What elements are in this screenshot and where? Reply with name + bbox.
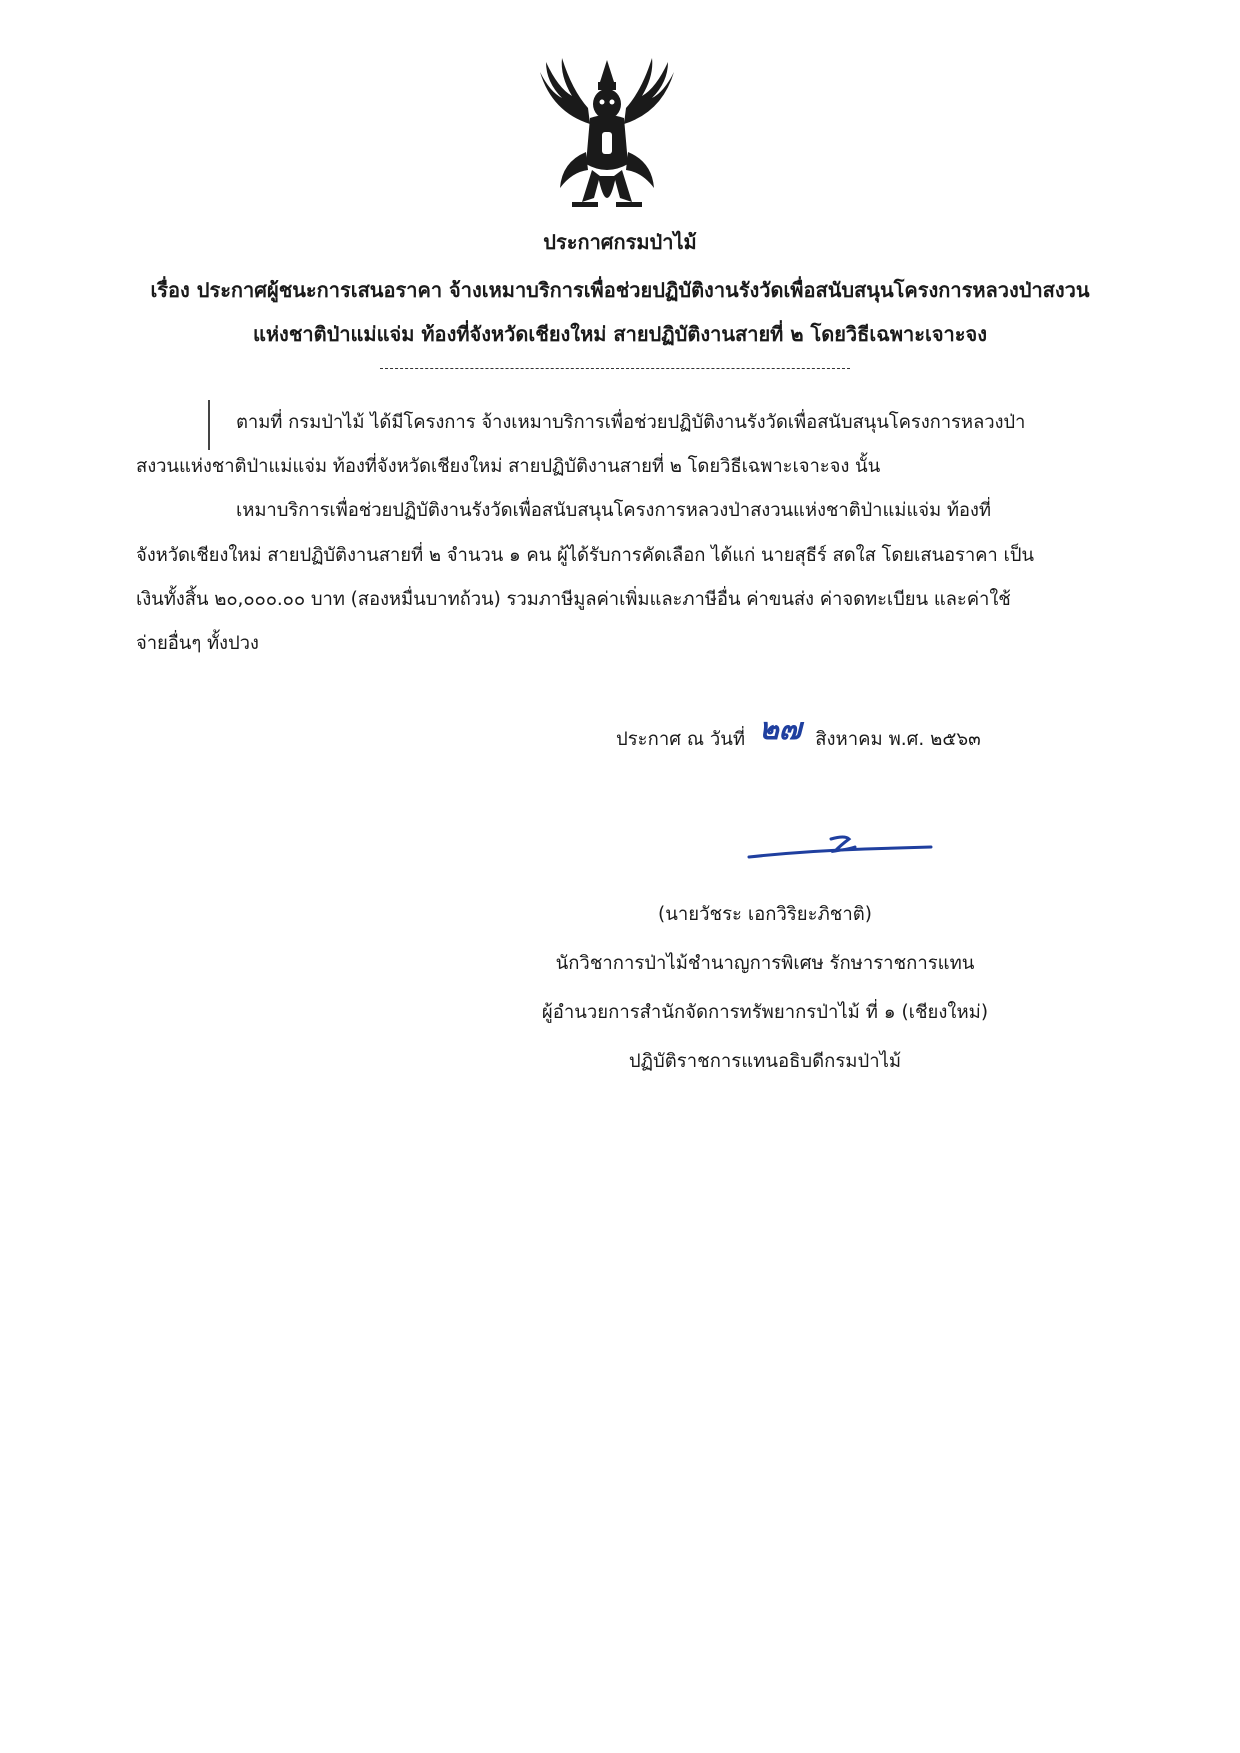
- title-separator: [380, 368, 850, 369]
- paragraph-1-line-2: สงวนแห่งชาติป่าแม่แจ่ม ท้องที่จังหวัดเชียงใหม่ สายปฏิบัติงานสายที่ ๒ โดยวิธีเฉพาะเจาะจง นั้น: [136, 456, 881, 477]
- paragraph-1-line-1: ตามที่ กรมป่าไม้ ได้มีโครงการ จ้างเหมาบริการเพื่อช่วยปฏิบัติงานรังวัดเพื่อสนับสนุนโครงการหลวงป่า: [236, 412, 1026, 433]
- subject-line-1: เรื่อง ประกาศผู้ชนะการเสนอราคา จ้างเหมาบริการเพื่อช่วยปฏิบัติงานรังวัดเพื่อสนับสนุนโครงการหลวงป่าสงวน: [150, 278, 1090, 302]
- signatory-position-3: ปฏิบัติราชการแทนอธิบดีกรมป่าไม้: [628, 1051, 902, 1072]
- paragraph-2-line-3: เงินทั้งสิ้น ๒๐,๐๐๐.๐๐ บาท (สองหมื่นบาทถ้วน) รวมภาษีมูลค่าเพิ่มและภาษีอื่น ค่าขนส่ง ค่าจดทะเบียน และค่าใช้: [136, 589, 1011, 610]
- announcement-date: [616, 712, 981, 759]
- signatory-name: (นายวัชระ เอกวิริยะภิชาติ): [658, 904, 872, 925]
- handwritten-day: ๒๗: [759, 712, 802, 747]
- announcement-title: ประกาศกรมป่าไม้: [543, 230, 697, 254]
- paragraph-2-line-4: จ่ายอื่นๆ ทั้งปวง: [136, 633, 259, 654]
- paragraph-2-line-2: จังหวัดเชียงใหม่ สายปฏิบัติงานสายที่ ๒ จำนวน ๑ คน ผู้ได้รับการคัดเลือก ได้แก่ นายสุธีร์ สดใส โดยเสนอราคา เป็น: [136, 545, 1034, 566]
- signatory-position-2: ผู้อำนวยการสำนักจัดการทรัพยากรป่าไม้ ที่ ๑ (เชียงใหม่): [541, 1002, 989, 1023]
- date-prefix: ประกาศ ณ วันที่: [616, 729, 746, 750]
- subject-line-2: แห่งชาติป่าแม่แจ่ม ท้องที่จังหวัดเชียงใหม่ สายปฏิบัติงานสายที่ ๒ โดยวิธีเฉพาะเจาะจง: [252, 322, 987, 346]
- garuda-emblem-icon: [532, 52, 682, 220]
- signatory-position-1: นักวิชาการป่าไม้ชำนาญการพิเศษ รักษาราชการแทน: [555, 953, 975, 974]
- margin-mark: [208, 400, 210, 450]
- paragraph-2-line-1: เหมาบริการเพื่อช่วยปฏิบัติงานรังวัดเพื่อสนับสนุนโครงการหลวงป่าสงวนแห่งชาติป่าแม่แจ่ม ท้องที่: [236, 500, 991, 521]
- date-suffix: สิงหาคม พ.ศ. ๒๕๖๓: [815, 729, 981, 750]
- signature-icon: [745, 825, 945, 865]
